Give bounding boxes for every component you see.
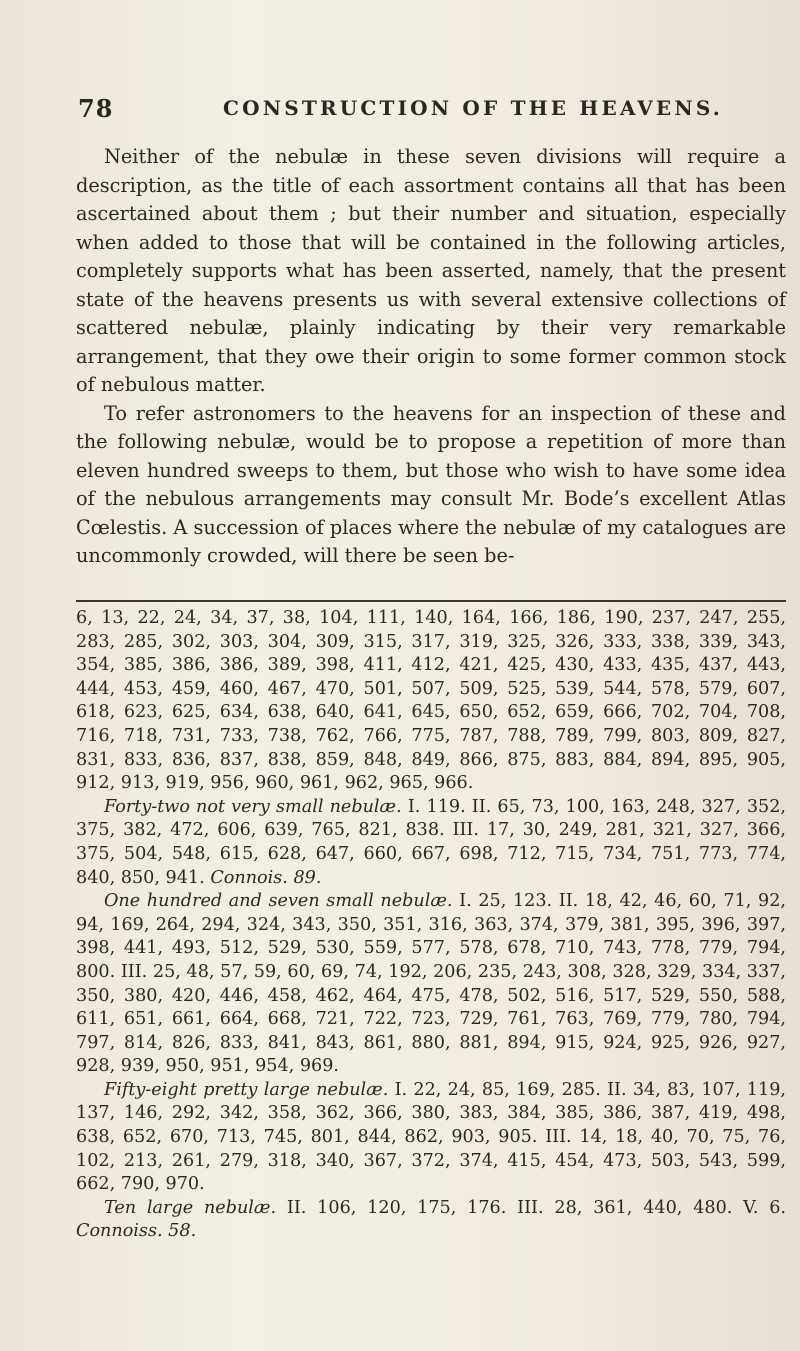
page-number: 78 <box>78 94 114 123</box>
body-text <box>76 143 786 571</box>
running-head: CONSTRUCTION OF THE HEAVENS. <box>223 96 723 120</box>
catalogue-entries: I. 119. II. 65, 73, 100, 163, 248, 327, 352, 375, 382, 472, 606, 639, 765, 821, 838. III. 17, 30, 249, 281, 321, 327, 366, 375, 504, 548, 615, 628, 647, 660, 667, 698, 712, 715, 734, 751, 773, 774, 840, 850, 941. <box>76 796 787 888</box>
catalogue-list <box>76 1197 786 1244</box>
catalogue-reference: Connois. 89. <box>210 867 322 888</box>
catalogue-heading: One hundred and seven small nebulæ. <box>104 891 453 912</box>
paragraph: Neither of the nebulæ in these seven divisions will require a description, as the title of each assortment contains all that has been ascertained about them ; but their number and situation, especially when added to those that will be contained in the following articles, completely supports what has been asserted, namely, that the present state of the heavens presents us with several extensive collections of scattered nebulæ, plainly indicating by their very remarkable arrangement, that they owe their origin to some former common stock of nebulous matter. <box>76 145 786 396</box>
catalogue-heading: Forty-two not very small nebulæ. <box>104 796 402 817</box>
catalogue-list <box>76 890 786 1079</box>
catalogue-list <box>76 1079 786 1197</box>
catalogue-reference: Connoiss. 58. <box>76 1221 197 1242</box>
catalogue-heading: Ten large nebulæ. <box>104 1197 277 1218</box>
page-header <box>78 94 784 130</box>
catalogue-entries: 6, 13, 22, 24, 34, 37, 38, 104, 111, 140, 164, 166, 186, 190, 237, 247, 255, 283, 285, 302, 303, 304, 309, 315, 317, 319, 325, 326, 333, 338, 339, 343, 354, 385, 386, 386, 389, 398, 411, 412, 421, 425, 430, 433, 435, 437, 443, 444, 453, 459, 460, 467, 470, 501, 507, 509, 525, 539, 544, 578, 579, 607, 618, 623, 625, 634, 638, 640, 641, 645, 650, 652, 659, 666, 702, 704, 708, 716, 718, 731, 733, 738, 762, 766, 775, 787, 788, 789, 799, 803, 809, 827, 831, 833, 836, 837, 838, 859, 848, 849, 866, 875, 883, 884, 894, 895, 905, 912, 913, 919, 956, 960, 961, 962, 965, 966. <box>76 608 786 794</box>
footnote-divider <box>76 600 786 602</box>
catalogue-heading: Fifty-eight pretty large nebulæ. <box>104 1079 389 1100</box>
nebula-catalogue <box>76 607 786 1244</box>
catalogue-entries: II. 106, 120, 175, 176. III. 28, 361, 440, 480. V. 6. <box>286 1197 787 1218</box>
catalogue-list <box>76 796 786 890</box>
catalogue-list <box>76 607 786 796</box>
paragraph: To refer astronomers to the heavens for an inspection of these and the following nebulæ, would be to propose a repetition of more than eleven hundred sweeps to them, but those who wish to have some idea of the nebulous arrangements may consult Mr. Bode’s excellent Atlas Cœlestis. A succession of places where the nebulæ of my catalogues are uncommonly crowded, will there be seen be- <box>76 401 786 567</box>
catalogue-entries: I. 25, 123. II. 18, 42, 46, 60, 71, 92, 94, 169, 264, 294, 324, 343, 350, 351, 316, 363, 374, 379, 381, 395, 396, 397, 398, 441, 493, 512, 529, 530, 559, 577, 578, 678, 710, 743, 778, 779, 794, 800. III. 25, 48, 57, 59, 60, 69, 74, 192, 206, 235, 243, 308, 328, 329, 334, 337, 350, 380, 420, 446, 458, 462, 464, 475, 478, 502, 516, 517, 529, 550, 588, 611, 651, 661, 664, 668, 721, 722, 723, 729, 761, 763, 769, 779, 780, 794, 797, 814, 826, 833, 841, 843, 861, 880, 881, 894, 915, 924, 925, 926, 927, 928, 939, 950, 951, 954, 969. <box>76 891 787 1077</box>
catalogue-entries: I. 22, 24, 85, 169, 285. II. 34, 83, 107, 119, 137, 146, 292, 342, 358, 362, 366, 380, 383, 384, 385, 386, 387, 419, 498, 638, 652, 670, 713, 745, 801, 844, 862, 903, 905. III. 14, 18, 40, 70, 75, 76, 102, 213, 261, 279, 318, 340, 367, 372, 374, 415, 454, 473, 503, 543, 599, 662, 790, 970. <box>76 1079 786 1195</box>
